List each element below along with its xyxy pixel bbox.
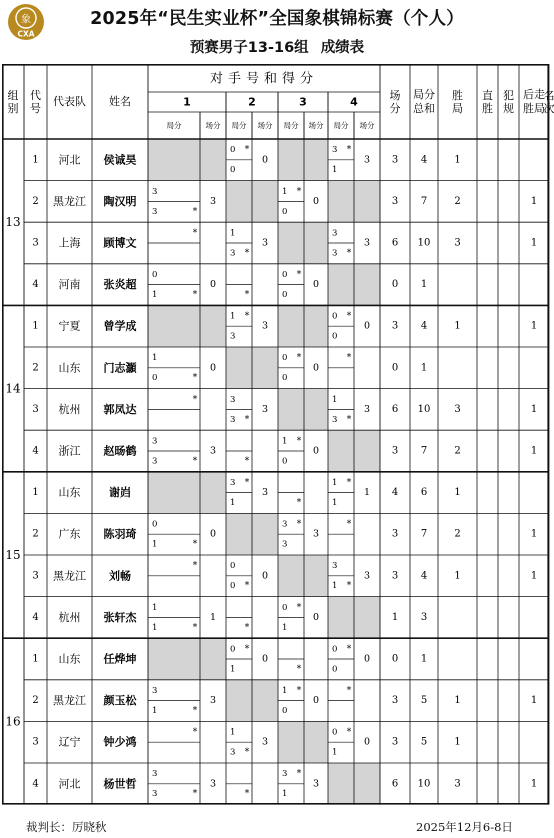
first-move-mark: * — [296, 686, 302, 697]
game-score-first: 3 — [282, 769, 288, 780]
match-score: 3 — [363, 154, 371, 166]
player-match-points: 3 — [391, 320, 399, 332]
subtitle-label: 成绩表 — [320, 40, 365, 56]
player-back-win: 1 — [530, 403, 538, 415]
player-wins: 2 — [454, 528, 461, 540]
game-score-second: 0 — [282, 706, 288, 716]
self-cell — [278, 139, 328, 181]
player-seq: 3 — [32, 237, 39, 249]
game-score-second: 0 — [332, 331, 338, 342]
game-score-first: 0 — [332, 644, 338, 655]
player-wins: 3 — [454, 403, 461, 415]
game-score-first: 1 — [152, 353, 158, 364]
first-move-mark: * — [296, 498, 302, 508]
self-cell — [148, 472, 226, 514]
header-game-4: 局分 — [333, 121, 349, 130]
player-back-win: 1 — [530, 237, 538, 249]
player-back-win: 1 — [530, 445, 538, 457]
game-score-first: 1 — [332, 478, 338, 489]
svg-text:象: 象 — [21, 14, 31, 26]
first-move-mark: * — [346, 581, 352, 592]
game-score-first: 3 — [332, 145, 338, 156]
game-score-first: 1 — [152, 602, 158, 613]
game-score-second: 3 — [152, 206, 158, 217]
game-score-first: 3 — [152, 769, 158, 780]
header-back-win-l2: 胜局 — [523, 102, 545, 115]
player-name: 曾学成 — [103, 319, 137, 333]
first-move-mark: * — [346, 145, 352, 156]
player-team: 黑龙江 — [53, 694, 86, 708]
game-score-second: 1 — [230, 498, 236, 508]
match-score: 0 — [209, 528, 217, 540]
first-move-mark: * — [192, 789, 198, 800]
header-back-win-l1: 后走 — [523, 88, 545, 101]
game-score-second: 0 — [152, 373, 158, 384]
player-back-win: 1 — [530, 320, 538, 332]
first-move-mark: * — [192, 622, 198, 633]
game-score-first: 3 — [152, 186, 158, 197]
first-move-mark: * — [296, 664, 302, 675]
match-score: 0 — [312, 695, 320, 707]
header-game-total-l2: 总和 — [413, 102, 435, 115]
first-move-mark: * — [244, 789, 250, 800]
player-name: 郭凤达 — [103, 402, 137, 416]
player-name: 杨世哲 — [103, 777, 137, 791]
page-subtitle — [0, 36, 554, 57]
game-score-first: 0 — [282, 270, 288, 281]
first-move-mark: * — [192, 290, 198, 300]
player-game-total: 4 — [420, 570, 428, 582]
match-score: 3 — [209, 695, 217, 707]
game-score-second: 0 — [282, 456, 288, 467]
first-move-mark: * — [296, 436, 302, 447]
match-score: 3 — [363, 237, 371, 249]
match-score: 3 — [209, 445, 217, 457]
header-foul: 犯规 — [503, 88, 514, 115]
first-move-mark: * — [192, 373, 198, 384]
first-move-mark: * — [244, 248, 250, 259]
player-wins: 1 — [454, 695, 461, 707]
first-move-mark: * — [296, 769, 302, 780]
player-back-win: 1 — [530, 695, 538, 707]
match-score: 3 — [209, 778, 217, 790]
game-score-second: 0 — [282, 373, 288, 384]
game-score-first: 1 — [282, 686, 288, 697]
player-wins: 1 — [454, 570, 461, 582]
match-score: 0 — [363, 320, 371, 332]
match-score: 0 — [312, 362, 320, 374]
game-score-first: 3 — [152, 686, 158, 697]
first-move-mark: * — [244, 290, 250, 300]
player-team: 河北 — [58, 153, 81, 167]
player-seq: 3 — [32, 570, 39, 582]
header-match-1: 场分 — [205, 121, 221, 130]
game-score-first: 3 — [152, 436, 158, 447]
player-match-points: 3 — [391, 695, 399, 707]
referee-label: 裁判长：厉晓秋 — [26, 820, 107, 834]
game-score-second: 1 — [230, 664, 236, 675]
player-game-total: 4 — [420, 154, 428, 166]
player-name: 侯诚昊 — [103, 153, 137, 167]
game-score-first: 1 — [282, 186, 288, 197]
player-name: 赵旸鹤 — [103, 444, 137, 458]
player-match-points: 0 — [391, 653, 399, 665]
player-game-total: 1 — [420, 362, 428, 374]
first-move-mark: * — [296, 186, 302, 197]
first-move-mark: * — [244, 622, 250, 633]
match-score: 0 — [209, 279, 217, 291]
player-back-win: 1 — [530, 778, 538, 790]
header-name: 姓名 — [109, 95, 131, 108]
player-seq: 3 — [32, 403, 39, 415]
game-score-first: 0 — [230, 644, 236, 655]
player-wins: 1 — [454, 154, 461, 166]
player-match-points: 3 — [391, 528, 399, 540]
player-wins: 3 — [454, 237, 461, 249]
game-score-first: 0 — [152, 270, 158, 281]
player-seq: 2 — [32, 195, 39, 207]
player-seq: 3 — [32, 736, 39, 748]
group-label-13: 13 — [5, 215, 21, 230]
header-opp-2: 2 — [248, 95, 256, 109]
game-score-first: 1 — [230, 311, 236, 322]
header-game-2: 局分 — [231, 121, 247, 130]
first-move-mark: * — [192, 727, 198, 738]
header-game-1: 局分 — [166, 121, 182, 130]
game-score-second: 3 — [332, 248, 338, 259]
first-move-mark: * — [244, 456, 250, 467]
game-score-second: 1 — [152, 706, 158, 716]
player-team: 河南 — [58, 278, 81, 292]
match-score: 1 — [209, 611, 217, 623]
header-match-4: 场分 — [359, 121, 375, 130]
game-score-first: 1 — [332, 394, 338, 405]
player-team: 辽宁 — [58, 735, 81, 749]
self-cell — [278, 721, 328, 763]
header-opponents: 对手号和得分 — [209, 71, 319, 87]
header-match-2: 场分 — [257, 121, 273, 130]
player-name: 任烨坤 — [103, 652, 137, 666]
game-score-second: 0 — [230, 165, 236, 176]
page-title: 2025年“民生实业杯”全国象棋锦标赛（个人） — [90, 9, 464, 29]
game-score-second: 0 — [230, 581, 236, 592]
player-team: 山东 — [58, 652, 81, 666]
game-score-first: 3 — [332, 561, 338, 572]
player-game-total: 5 — [420, 736, 428, 748]
player-match-points: 3 — [391, 570, 399, 582]
game-score-second: 3 — [152, 456, 158, 467]
first-move-mark: * — [346, 727, 352, 738]
self-cell — [278, 389, 328, 431]
player-game-total: 4 — [420, 320, 428, 332]
player-wins: 1 — [454, 487, 461, 499]
player-wins: 3 — [454, 778, 461, 790]
results-table — [2, 64, 552, 814]
self-cell — [148, 305, 226, 347]
player-match-points: 1 — [391, 611, 399, 623]
header-opp-3: 3 — [299, 95, 307, 109]
player-team: 山东 — [58, 486, 81, 500]
game-score-first: 0 — [152, 519, 158, 530]
player-match-points: 3 — [391, 445, 399, 457]
player-match-points: 6 — [391, 237, 399, 249]
player-wins: 2 — [454, 195, 461, 207]
header-game-total-l1: 局分 — [413, 88, 435, 101]
player-back-win: 1 — [530, 570, 538, 582]
header-rank: 名次 — [543, 88, 554, 115]
first-move-mark: * — [244, 311, 250, 322]
game-score-second: 1 — [152, 539, 158, 550]
player-match-points: 3 — [391, 154, 399, 166]
player-match-points: 0 — [391, 362, 399, 374]
header-direct: 直胜 — [482, 88, 493, 115]
player-back-win: 1 — [530, 195, 538, 207]
player-name: 张轩杰 — [103, 610, 137, 624]
game-score-second: 3 — [230, 747, 236, 758]
player-team: 杭州 — [58, 402, 81, 416]
game-score-first: 0 — [230, 561, 236, 572]
first-move-mark: * — [192, 561, 198, 572]
first-move-mark: * — [244, 145, 250, 156]
game-score-second: 1 — [332, 165, 338, 176]
first-move-mark: * — [296, 353, 302, 364]
match-score: 0 — [312, 445, 320, 457]
player-match-points: 3 — [391, 195, 399, 207]
player-team: 黑龙江 — [53, 569, 86, 583]
game-score-second: 3 — [230, 248, 236, 259]
header-team: 代表队 — [53, 95, 86, 108]
player-match-points: 6 — [391, 403, 399, 415]
player-team: 浙江 — [58, 444, 81, 458]
player-match-points: 3 — [391, 736, 399, 748]
match-score: 0 — [363, 736, 371, 748]
player-name: 门志灝 — [103, 361, 137, 375]
player-game-total: 1 — [420, 279, 428, 291]
player-name: 顾博文 — [103, 236, 137, 250]
header-group: 组别 — [7, 88, 19, 115]
player-team: 杭州 — [58, 610, 81, 624]
match-score: 3 — [363, 403, 371, 415]
match-score: 3 — [261, 320, 269, 332]
first-move-mark: * — [244, 478, 250, 489]
subtitle-group: 预赛男子13-16组 — [189, 40, 309, 56]
player-name: 张炎超 — [103, 278, 137, 292]
game-score-first: 1 — [230, 727, 236, 738]
match-score: 3 — [261, 403, 269, 415]
player-seq: 2 — [32, 695, 39, 707]
first-move-mark: * — [346, 248, 352, 259]
game-score-second: 3 — [230, 414, 236, 425]
player-seq: 2 — [32, 362, 39, 374]
game-score-first: 1 — [282, 436, 288, 447]
header-wins: 胜局 — [452, 88, 463, 115]
first-move-mark: * — [192, 456, 198, 467]
first-move-mark: * — [346, 414, 352, 425]
first-move-mark: * — [296, 602, 302, 613]
game-score-first: 0 — [230, 145, 236, 156]
player-team: 黑龙江 — [53, 194, 86, 208]
player-game-total: 10 — [417, 778, 431, 790]
group-label-15: 15 — [5, 548, 21, 562]
match-score: 0 — [312, 611, 320, 623]
game-score-second: 1 — [152, 290, 158, 300]
player-game-total: 7 — [420, 195, 428, 207]
game-score-second: 0 — [282, 206, 288, 217]
first-move-mark: * — [192, 394, 198, 405]
player-name: 谢岿 — [109, 486, 131, 500]
self-cell — [278, 555, 328, 597]
match-score: 0 — [261, 653, 269, 665]
game-score-second: 1 — [332, 747, 338, 758]
first-move-mark: * — [244, 581, 250, 592]
game-score-first: 1 — [230, 228, 236, 239]
match-score: 3 — [261, 237, 269, 249]
match-score: 0 — [261, 154, 269, 166]
header-match-points: 场分 — [389, 88, 401, 115]
match-score: 1 — [363, 487, 371, 499]
match-score: 0 — [261, 570, 269, 582]
first-move-mark: * — [346, 353, 352, 364]
player-seq: 4 — [32, 611, 39, 623]
header-match-3: 场分 — [308, 121, 324, 130]
game-score-first: 3 — [230, 394, 236, 405]
first-move-mark: * — [244, 644, 250, 655]
game-score-second: 1 — [152, 622, 158, 633]
first-move-mark: * — [244, 747, 250, 758]
first-move-mark: * — [346, 311, 352, 322]
match-score: 3 — [312, 528, 320, 540]
game-score-second: 1 — [332, 498, 338, 508]
game-score-second: 3 — [230, 331, 236, 342]
player-game-total: 3 — [420, 611, 428, 623]
header-game-3: 局分 — [283, 121, 299, 130]
header-seq: 代号 — [30, 88, 41, 115]
self-cell — [278, 305, 328, 347]
player-team: 宁夏 — [58, 319, 81, 333]
player-name: 钟少鸿 — [103, 735, 137, 749]
player-seq: 4 — [32, 778, 39, 790]
first-move-mark: * — [244, 414, 250, 425]
player-team: 山东 — [58, 361, 81, 375]
game-score-second: 0 — [332, 664, 338, 675]
first-move-mark: * — [346, 478, 352, 489]
player-game-total: 10 — [417, 403, 431, 415]
match-score: 3 — [363, 570, 371, 582]
game-score-second: 1 — [282, 622, 288, 633]
event-date: 2025年12月6-8日 — [416, 820, 513, 834]
game-score-first: 3 — [230, 478, 236, 489]
player-game-total: 7 — [420, 445, 428, 457]
player-seq: 1 — [32, 320, 39, 332]
header-opp-1: 1 — [183, 95, 191, 109]
player-seq: 4 — [32, 445, 39, 457]
game-score-first: 3 — [282, 519, 288, 530]
header-opp-4: 4 — [350, 95, 358, 109]
self-cell — [148, 638, 226, 680]
self-cell — [278, 222, 328, 264]
game-score-second: 1 — [282, 789, 288, 800]
group-label-16: 16 — [5, 714, 21, 729]
player-game-total: 10 — [417, 237, 431, 249]
game-score-first: 0 — [332, 311, 338, 322]
player-match-points: 6 — [391, 778, 399, 790]
game-score-second: 3 — [332, 414, 338, 425]
match-score: 0 — [209, 362, 217, 374]
player-seq: 1 — [32, 487, 39, 499]
group-label-14: 14 — [5, 381, 21, 396]
game-score-first: 3 — [332, 228, 338, 239]
player-seq: 1 — [32, 653, 39, 665]
player-match-points: 0 — [391, 279, 399, 291]
first-move-mark: * — [192, 706, 198, 716]
game-score-second: 1 — [332, 581, 338, 592]
game-score-second: 0 — [282, 290, 288, 300]
match-score: 3 — [261, 736, 269, 748]
player-team: 上海 — [58, 236, 81, 250]
player-wins: 1 — [454, 736, 461, 748]
logo-text: CXA — [17, 29, 35, 39]
first-move-mark: * — [192, 228, 198, 239]
player-wins: 2 — [454, 445, 461, 457]
match-score: 0 — [312, 279, 320, 291]
player-seq: 1 — [32, 154, 39, 166]
match-score: 3 — [312, 778, 320, 790]
first-move-mark: * — [296, 270, 302, 281]
match-score: 3 — [209, 195, 217, 207]
game-score-first: 0 — [332, 727, 338, 738]
game-score-first: 0 — [282, 602, 288, 613]
player-game-total: 6 — [420, 487, 428, 499]
player-name: 刘畅 — [109, 569, 131, 583]
player-wins: 1 — [454, 320, 461, 332]
player-name: 陶汉明 — [103, 194, 137, 208]
game-score-second: 3 — [152, 789, 158, 800]
player-game-total: 1 — [420, 653, 428, 665]
first-move-mark: * — [192, 539, 198, 550]
first-move-mark: * — [346, 644, 352, 655]
player-seq: 4 — [32, 279, 39, 291]
player-game-total: 5 — [420, 695, 428, 707]
game-score-first: 0 — [282, 353, 288, 364]
first-move-mark: * — [296, 519, 302, 530]
player-match-points: 4 — [391, 487, 399, 499]
player-name: 陈羽琦 — [103, 527, 137, 541]
self-cell — [148, 139, 226, 181]
match-score: 0 — [363, 653, 371, 665]
player-back-win: 1 — [530, 528, 538, 540]
first-move-mark: * — [192, 206, 198, 217]
match-score: 0 — [312, 195, 320, 207]
game-score-second: 3 — [282, 539, 288, 550]
match-score: 3 — [261, 487, 269, 499]
player-seq: 2 — [32, 528, 39, 540]
player-game-total: 7 — [420, 528, 428, 540]
first-move-mark: * — [346, 686, 352, 697]
player-team: 河北 — [58, 777, 81, 791]
player-team: 广东 — [58, 527, 81, 541]
player-name: 颜玉松 — [103, 694, 137, 708]
first-move-mark: * — [346, 519, 352, 530]
